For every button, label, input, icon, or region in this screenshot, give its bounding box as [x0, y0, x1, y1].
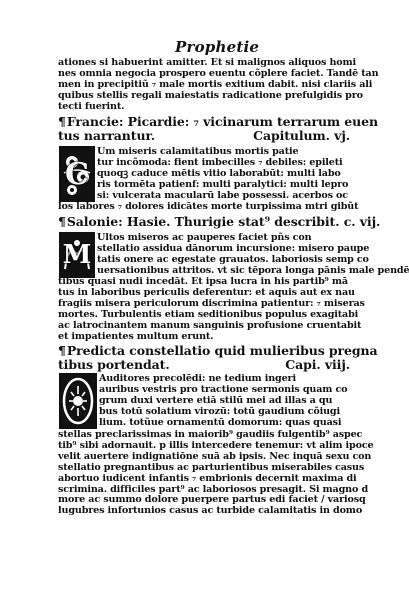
- pilcrow-icon: ¶: [58, 343, 66, 358]
- text-line: et impatientes multum erunt.: [58, 330, 214, 342]
- section-2-dropcap-lines: [97, 232, 409, 277]
- chapter-heading: ¶Francie: Picardie: ₇ vicinarum terrarum euen: [58, 114, 378, 129]
- text-line: more ac summo dolore puerpere partus edi faciet / variosq: [58, 494, 366, 506]
- text-line: mortes. Turbulentis etiam seditionibus populus exagitabi: [58, 308, 359, 320]
- running-header: Prophetie: [175, 38, 260, 56]
- chapter-heading: tibus portendat. Capi. viij.: [58, 356, 350, 372]
- chapter-heading: ¶Salonie: Hasie. Thurigie stat⁹ describit. c. vij.: [58, 214, 381, 229]
- initial-letter: M: [62, 240, 92, 270]
- text-line: stellas preclarissimas in maiorib⁹ gaudiis fulgentib⁹ aspec: [58, 429, 363, 440]
- section-1-dropcap-lines: [97, 147, 350, 202]
- text-line: fragiis misera periculorum discrimina patientur: ₇ miseras: [58, 297, 365, 309]
- text-line: auribus vestris pro tractione sermonis quam co: [99, 383, 348, 395]
- chapter-number: Capi. viij.: [285, 356, 350, 372]
- text-line: Um miseris calamitatibus mortis patie: [97, 146, 299, 157]
- text-line: scrimina. difficiles part⁹ ac laboriosos presagit. Si magno d: [58, 483, 369, 495]
- paragraph-1: [58, 57, 379, 113]
- text-line: quoqꝫ caduce mētis vitio laborabūt: multi labo: [97, 167, 341, 179]
- text-line: ris tormēta patienf: multi paralytici: multi lepro: [97, 178, 349, 190]
- text-line: ationes si habuerint amitter. Et si malignos aliquos homi: [58, 57, 357, 68]
- chapter-heading: tus narrantur. Capitulum. vj.: [58, 127, 350, 143]
- text-line: Ultos miseros ac pauperes faciet pñs con: [97, 232, 312, 243]
- text-line: tibus quasi nudi incedāt. Et ipsa lucra in his partib⁹ mā: [58, 276, 348, 287]
- text-line: grum duxi vertere etiā stilū mei ad illas a qu: [99, 394, 333, 406]
- section-2-body: [58, 276, 365, 342]
- decorated-initial: [59, 146, 95, 202]
- text-line: abortuo iudicent infantis ₇ embrionis decernit maxima di: [58, 472, 357, 484]
- text-line: nes omnia negocia prospero euentu cõplere faciet. Tandē tan: [58, 67, 379, 79]
- text-line: si: vulcerata macularū labe possessi. acerbos oc: [97, 189, 348, 201]
- section-3-dropcap-lines: [99, 374, 350, 429]
- decorated-initial: [59, 373, 97, 429]
- pilcrow-icon: ¶: [58, 114, 66, 129]
- decorated-initial: [59, 232, 95, 278]
- section-1-heading: [58, 114, 378, 143]
- text-line: los labores ₇ dolores idicātes morte turpissima mtri gibũt: [58, 201, 359, 212]
- text-line: lium. totũue ornamentū domorum: quas quasi: [99, 416, 342, 428]
- initial-letter: C: [65, 156, 89, 192]
- text-line: tur incõmoda: fient imbecilles ₇ debiles: epileti: [97, 156, 343, 168]
- text-line: tib⁹ sibi adornauit. p illis intercedere tenemur: vt alim ipoce: [58, 439, 374, 451]
- text-line: uersationibus attritos. vt sic tēpora longa pānis male pendē: [97, 264, 409, 276]
- text-line: tatis onere ac egestate grauatos. laboriosis semp co: [97, 253, 369, 265]
- section-3-body: [58, 429, 374, 517]
- text-line: bus totū solatium virozū: totū gaudium cõiugi: [99, 405, 340, 417]
- text-line: quibus stellis regali maiestatis radicatione prefulgidis pro: [58, 89, 363, 101]
- text-line: tus in laboribus periculis deferentur: et aquis aut ex nau: [58, 286, 355, 298]
- section-2-heading: [58, 214, 381, 229]
- text-line: velit auertere indignatiōne suā ab ipsis. Nec inquā sexu con: [58, 450, 372, 462]
- section-1-body: [58, 201, 359, 213]
- pilcrow-icon: ¶: [58, 214, 66, 229]
- text-line: stellatio assidua dānorum incursione: misero paupe: [97, 242, 370, 254]
- section-3-heading: [58, 343, 378, 372]
- text-line: lugubres infortunios casus ac turbide calamitatis in domo: [58, 505, 363, 517]
- chapter-number: Capitulum. vj.: [253, 127, 350, 143]
- text-line: Auditores precolēdi: ne tedium ingeri: [99, 373, 296, 384]
- text-line: stellatio pregnantibus ac parturientibus miserabiles casus: [58, 461, 365, 473]
- text-line: ac latrocinantem manum sanguinis profusione cruentabit: [58, 319, 362, 331]
- text-line: men in precipitiũ ₇ male mortis exitium dabit. nisi clariis ali: [58, 78, 373, 90]
- text-line: tecti fuerint.: [58, 100, 125, 112]
- chapter-heading: ¶Predicta constellatio quid mulieribus pregna: [58, 343, 378, 358]
